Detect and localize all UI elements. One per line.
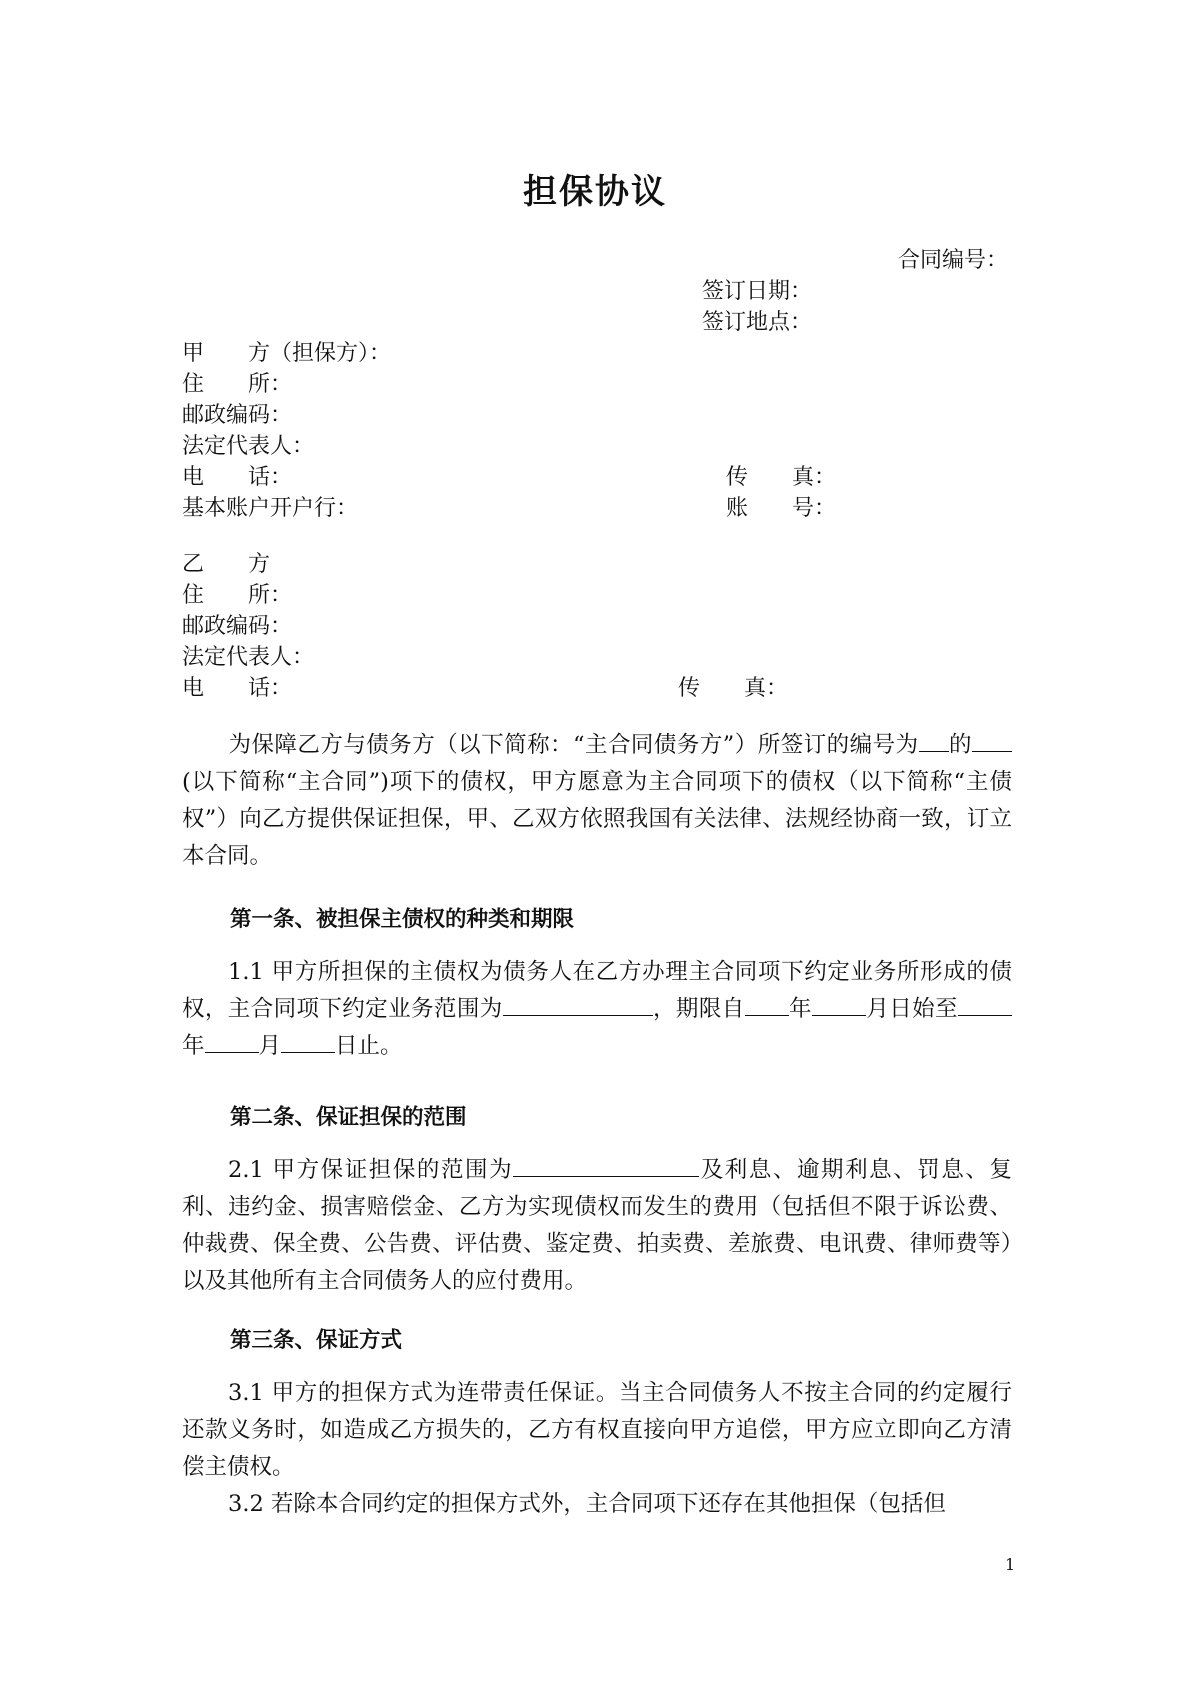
- business-scope-blank: [503, 993, 653, 1016]
- party-a-bank-label: 基本账户开户行：: [182, 496, 359, 521]
- contract-name-blank: [972, 729, 1012, 752]
- contract-number-blank: [919, 729, 949, 752]
- article-1-text-1: 1.1 甲方所担保的主债权为债务人在乙方办理主合同项下约定业务所形成的债权，主合同项下约定业务范围为: [182, 959, 1012, 1022]
- sign-date-label: 签订日期：: [702, 279, 813, 304]
- article-2-text-1: 2.1 甲方保证担保的范围为: [228, 1157, 514, 1183]
- article-1-text-5: 年: [182, 1033, 205, 1059]
- party-b-postcode-label: 邮政编码：: [182, 614, 293, 639]
- end-day-blank: [281, 1030, 335, 1053]
- article-1-text-3: 年: [788, 996, 812, 1022]
- article-1-text-6: 月: [258, 1033, 282, 1059]
- guarantee-scope-blank: [513, 1154, 699, 1177]
- article-2-heading: 第二条、保证担保的范围: [230, 1105, 467, 1130]
- end-year-blank: [958, 993, 1012, 1016]
- page-number: 1: [1005, 1555, 1016, 1574]
- preamble-text-1: 为保障乙方与债务方（以下简称：“主合同债务方”）所签订的编号为: [228, 732, 919, 758]
- document-title: 担保协议: [523, 172, 667, 212]
- article-1-text-7: 日止。: [335, 1033, 403, 1059]
- party-b-phone-label: 电 话：: [182, 676, 293, 701]
- start-year-blank: [745, 993, 789, 1016]
- party-b-fax-label: 传 真：: [678, 676, 789, 701]
- preamble-text-3: (以下简称“主合同”)项下的债权，甲方愿意为主合同项下的债权（以下简称“主债权”）向乙方提供保证担保，甲、乙双方依照我国有关法律、法规经协商一致，订立本合同。: [182, 769, 1012, 869]
- party-a-postcode-label: 邮政编码：: [182, 403, 293, 428]
- article-2-text-2: 及利息、逾期利息、罚息、复利、违约金、损害赔偿金、乙方为实现债权而发生的费用（包括但不限于诉讼费、仲裁费、保全费、公告费、评估费、鉴定费、拍卖费、差旅费、电讯费、律师费等）以及其他所有主合同债务人的应付费用。: [182, 1157, 1012, 1294]
- party-a-legal-rep-label: 法定代表人：: [182, 434, 315, 459]
- article-1-heading: 第一条、被担保主债权的种类和期限: [230, 907, 575, 932]
- party-a-name-label: 甲 方（担保方）：: [182, 341, 392, 366]
- sign-place-label: 签订地点：: [702, 310, 813, 335]
- preamble-paragraph: [182, 727, 1012, 875]
- party-b-name-label: 乙 方: [182, 552, 271, 577]
- article-3-text-2: 3.2 若除本合同约定的担保方式外，主合同项下还存在其他担保（包括但: [228, 1491, 946, 1517]
- preamble-text-2: 的: [948, 732, 972, 758]
- article-3-paragraph-1: [182, 1375, 1012, 1486]
- end-month-blank: [205, 1030, 259, 1053]
- start-month-blank: [812, 993, 866, 1016]
- party-b-address-label: 住 所：: [182, 583, 293, 608]
- article-2-paragraph: [182, 1152, 1012, 1300]
- contract-number-label: 合同编号：: [898, 248, 1009, 273]
- article-3-text-1: 3.1 甲方的担保方式为连带责任保证。当主合同债务人不按主合同的约定履行还款义务时，如造成乙方损失的，乙方有权直接向甲方追偿，甲方应立即向乙方清偿主债权。: [182, 1380, 1012, 1480]
- party-a-account-label: 账 号：: [726, 496, 837, 521]
- article-1-text-2: ，期限自: [652, 996, 745, 1022]
- party-a-phone-label: 电 话：: [182, 465, 293, 490]
- article-1-text-4: 月日始至: [865, 996, 958, 1022]
- party-b-legal-rep-label: 法定代表人：: [182, 645, 315, 670]
- article-1-paragraph: [182, 954, 1012, 1065]
- article-3-paragraph-2: [182, 1486, 1012, 1523]
- party-a-fax-label: 传 真：: [726, 465, 837, 490]
- article-3-heading: 第三条、保证方式: [230, 1328, 403, 1353]
- party-a-address-label: 住 所：: [182, 372, 293, 397]
